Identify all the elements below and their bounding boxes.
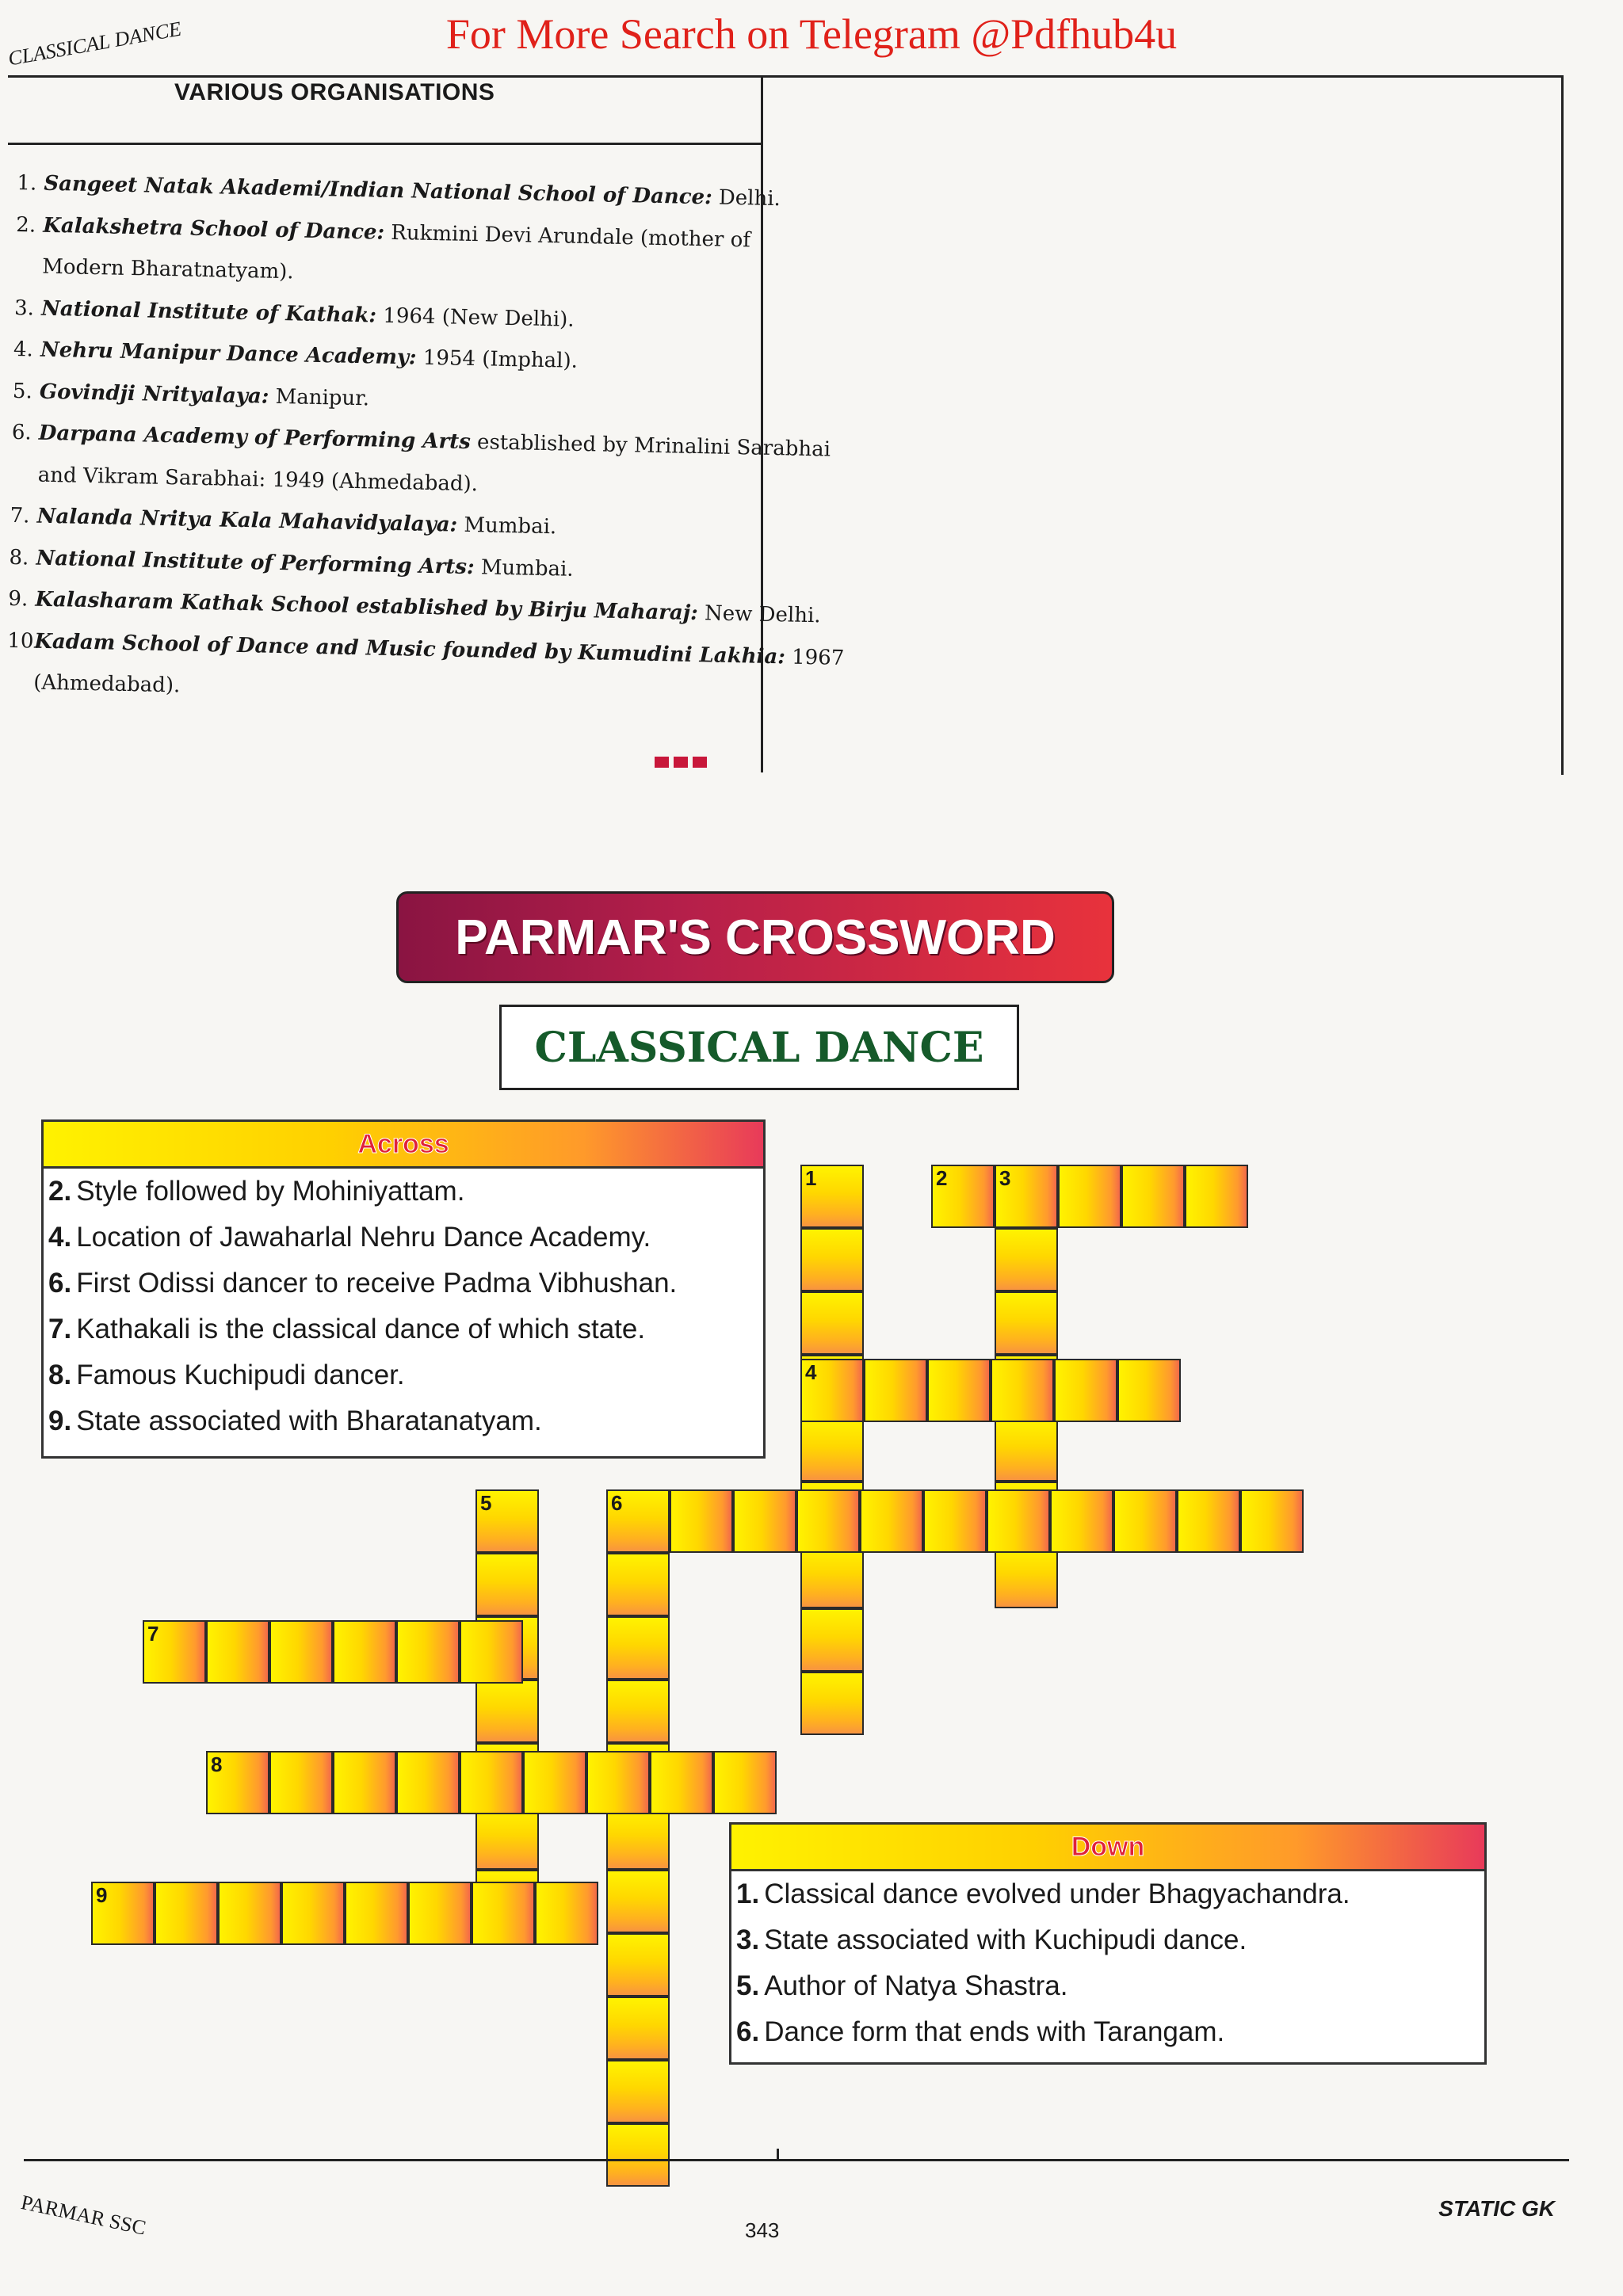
crossword-cell[interactable]: [218, 1882, 281, 1945]
crossword-cell[interactable]: [1177, 1489, 1240, 1553]
across-clue: [44, 1261, 763, 1306]
crossword-cell[interactable]: [800, 1291, 864, 1355]
cell-number: 2: [936, 1166, 948, 1190]
organisation-detail: 1967: [785, 644, 845, 670]
crossword-cell[interactable]: [650, 1751, 713, 1814]
clue-text: State associated with Bharatanatyam.: [76, 1405, 542, 1436]
crossword-cell[interactable]: [991, 1359, 1054, 1422]
organisation-detail: Mumbai.: [456, 513, 557, 540]
crossword-cell[interactable]: [927, 1359, 991, 1422]
clue-number: 8.: [48, 1360, 72, 1390]
clue-number: 6.: [48, 1268, 72, 1299]
crossword-cell[interactable]: [995, 1291, 1058, 1355]
crossword-cell[interactable]: [396, 1620, 460, 1684]
organisation-number: 3.: [13, 296, 35, 320]
crossword-cell[interactable]: [1058, 1165, 1121, 1228]
organisation-detail: New Delhi.: [697, 601, 821, 628]
crossword-cell[interactable]: [1240, 1489, 1304, 1553]
crossword-cell[interactable]: [670, 1489, 733, 1553]
organisation-detail: 1954 (Imphal).: [416, 345, 579, 373]
cell-number: 8: [211, 1753, 223, 1776]
running-head: CLASSICAL DANCE: [6, 17, 183, 71]
organisation-name: Sangeet Natak Akademi/Indian National School of Dance:: [44, 171, 713, 210]
crossword-cell[interactable]: [923, 1489, 987, 1553]
organisation-detail: Manipur.: [269, 384, 370, 410]
across-clue: [44, 1352, 763, 1398]
organisation-name: Kalakshetra School of Dance:: [43, 213, 385, 245]
organisation-name: Kalasharam Kathak School established by Birju Maharaj:: [35, 587, 699, 626]
organisation-detail: established by Mrinalini Sarabhai: [470, 430, 831, 462]
organisation-detail: Rukmini Devi Arundale (mother of: [384, 220, 751, 252]
crossword-cell[interactable]: [475, 1806, 539, 1870]
crossword-cell[interactable]: [460, 1751, 523, 1814]
down-clue: [731, 2009, 1484, 2055]
cell-number: 5: [480, 1491, 492, 1515]
organisation-number: 10.: [7, 628, 41, 654]
crossword-cell[interactable]: [864, 1359, 927, 1422]
crossword-cell[interactable]: [606, 1997, 670, 2060]
clue-number: 6.: [736, 2016, 760, 2047]
crossword-cell[interactable]: [800, 1608, 864, 1672]
organisation-number: 5.: [12, 379, 33, 403]
organisation-number: 8.: [9, 545, 29, 570]
clue-text: First Odissi dancer to receive Padma Vibhushan.: [76, 1268, 678, 1299]
organisations-list: [6, 162, 845, 719]
across-clue: [44, 1306, 763, 1352]
crossword-cell[interactable]: [281, 1882, 345, 1945]
crossword-cell[interactable]: [523, 1751, 586, 1814]
clue-number: 1.: [736, 1878, 760, 1909]
clue-text: Classical dance evolved under Bhagyachandra.: [764, 1878, 1350, 1909]
crossword-cell[interactable]: [606, 2060, 670, 2123]
organisation-name: Govindji Nrityalaya:: [39, 379, 269, 409]
crossword-cell[interactable]: [606, 1680, 670, 1743]
organisation-name: Kadam School of Dance and Music founded by Kumudini Lakhia:: [34, 629, 786, 669]
page-number: 343: [745, 2218, 780, 2242]
crossword-cell[interactable]: [713, 1751, 777, 1814]
telegram-notice: For More Search on Telegram @Pdfhub4u: [445, 10, 1178, 58]
crossword-cell[interactable]: [269, 1620, 333, 1684]
crossword-cell[interactable]: [606, 1616, 670, 1680]
across-heading: Across: [44, 1122, 763, 1169]
crossword-cell[interactable]: [995, 1545, 1058, 1608]
crossword-cell[interactable]: [1185, 1165, 1248, 1228]
clue-text: Kathakali is the classical dance of which state.: [76, 1314, 646, 1344]
crossword-cell[interactable]: [796, 1489, 860, 1553]
crossword-cell[interactable]: [606, 1806, 670, 1870]
crossword-cell[interactable]: [860, 1489, 923, 1553]
footer-section: STATIC GK: [1438, 2196, 1555, 2221]
crossword-cell[interactable]: [606, 1553, 670, 1616]
down-clue-box: [729, 1822, 1487, 2065]
clue-text: Dance form that ends with Tarangam.: [764, 2016, 1225, 2047]
cell-number: 4: [805, 1360, 817, 1384]
crossword-cell[interactable]: [408, 1882, 472, 1945]
crossword-cell[interactable]: [800, 1545, 864, 1608]
crossword-subtitle: CLASSICAL DANCE: [499, 1005, 1019, 1090]
organisation-detail: (Ahmedabad).: [32, 670, 181, 698]
organisation-detail: Modern Bharatnatyam).: [41, 254, 294, 284]
bottom-tick: [777, 2149, 779, 2161]
crossword-cell[interactable]: [155, 1882, 218, 1945]
down-clue: [731, 1871, 1484, 1917]
crossword-cell[interactable]: [333, 1620, 396, 1684]
crossword-cell[interactable]: [472, 1882, 535, 1945]
organisations-title-rule: [8, 143, 762, 145]
crossword-cell[interactable]: [333, 1751, 396, 1814]
crossword-cell[interactable]: [800, 1672, 864, 1735]
organisation-detail: 1964 (New Delhi).: [376, 303, 575, 332]
cell-number: 6: [611, 1491, 623, 1515]
crossword-cell[interactable]: [586, 1751, 650, 1814]
crossword-cell[interactable]: [606, 1933, 670, 1997]
crossword-cell[interactable]: [475, 1680, 539, 1743]
clue-text: Style followed by Mohiniyattam.: [76, 1176, 465, 1207]
organisation-number: 2.: [16, 212, 36, 237]
organisation-name: National Institute of Kathak:: [40, 296, 377, 328]
crossword-cell[interactable]: [800, 1418, 864, 1482]
crossword-cell[interactable]: [800, 1228, 864, 1291]
crossword-cell[interactable]: [1054, 1359, 1117, 1422]
clue-number: 7.: [48, 1314, 72, 1344]
crossword-cell[interactable]: [1117, 1359, 1181, 1422]
across-clue: [44, 1398, 763, 1444]
crossword-cell[interactable]: [269, 1751, 333, 1814]
organisation-detail: and Vikram Sarabhai: 1949 (Ahmedabad).: [37, 463, 479, 496]
across-clue: [44, 1169, 763, 1215]
across-clue: [44, 1215, 763, 1261]
down-clue: [731, 1917, 1484, 1963]
down-heading: Down: [731, 1825, 1484, 1871]
crossword-cell[interactable]: [995, 1228, 1058, 1291]
organisation-detail: Delhi.: [712, 185, 781, 212]
crossword-cell[interactable]: [460, 1620, 523, 1684]
clue-text: Location of Jawaharlal Nehru Dance Academy.: [76, 1222, 651, 1253]
organisation-name: National Institute of Performing Arts:: [36, 546, 475, 579]
across-clue-box: [41, 1119, 766, 1459]
crossword-cell[interactable]: [396, 1751, 460, 1814]
crossword-cell[interactable]: [475, 1553, 539, 1616]
section-end-mark: [655, 757, 707, 768]
organisation-name: Nalanda Nritya Kala Mahavidyalaya:: [36, 504, 458, 537]
organisation-number: 6.: [11, 420, 32, 445]
clue-text: State associated with Kuchipudi dance.: [764, 1924, 1247, 1955]
down-clue: [731, 1963, 1484, 2009]
crossword-cell[interactable]: [345, 1882, 408, 1945]
clue-number: 2.: [48, 1176, 72, 1207]
crossword-cell[interactable]: [535, 1882, 598, 1945]
cell-number: 9: [96, 1883, 108, 1907]
crossword-cell[interactable]: [606, 2123, 670, 2187]
footer-publisher: PARMAR SSC: [18, 2191, 148, 2240]
crossword-cell[interactable]: [606, 1870, 670, 1933]
clue-number: 3.: [736, 1924, 760, 1955]
cell-number: 1: [805, 1166, 817, 1190]
clue-number: 4.: [48, 1222, 72, 1253]
crossword-cell[interactable]: [1121, 1165, 1185, 1228]
organisation-name: Darpana Academy of Performing Arts: [38, 421, 472, 455]
clue-number: 9.: [48, 1405, 72, 1436]
crossword-cell[interactable]: [987, 1489, 1050, 1553]
organisation-number: [6, 688, 33, 689]
clue-number: 5.: [736, 1970, 760, 2001]
organisations-title: VARIOUS ORGANISATIONS: [174, 79, 495, 105]
organisation-detail: Mumbai.: [474, 555, 574, 582]
organisation-number: 9.: [8, 586, 29, 612]
clue-text: Famous Kuchipudi dancer.: [76, 1360, 405, 1390]
crossword-cell[interactable]: [733, 1489, 796, 1553]
cell-number: 7: [147, 1622, 159, 1646]
organisation-name: Nehru Manipur Dance Academy:: [40, 338, 417, 370]
organisation-number: 7.: [10, 503, 30, 528]
clue-text: Author of Natya Shastra.: [764, 1970, 1068, 2001]
cell-number: 3: [999, 1166, 1011, 1190]
bottom-rule: [24, 2159, 1569, 2161]
crossword-cell[interactable]: [995, 1418, 1058, 1482]
crossword-cell[interactable]: [1113, 1489, 1177, 1553]
crossword-cell[interactable]: [1050, 1489, 1113, 1553]
crossword-cell[interactable]: [206, 1620, 269, 1684]
organisation-number: 1.: [17, 170, 37, 196]
crossword-banner: PARMAR'S CROSSWORD: [396, 891, 1114, 983]
organisation-number: 4.: [13, 337, 34, 362]
organisation-number: [11, 480, 38, 481]
